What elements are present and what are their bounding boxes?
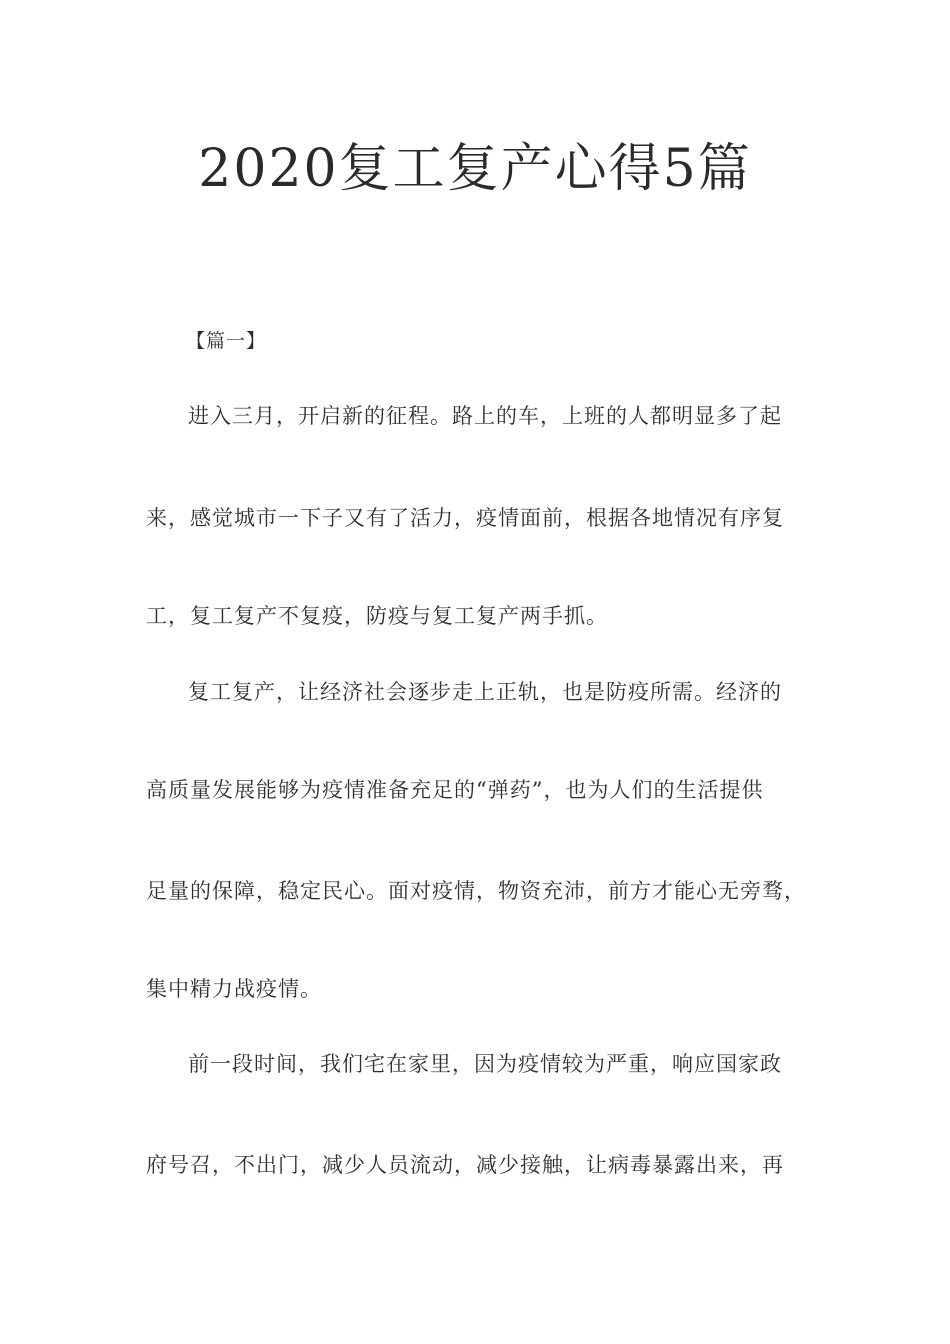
document-title: 2020复工复产心得5篇 (198, 139, 752, 199)
paragraph-line: 足量的保障，稳定民心。面对疫情，物资充沛，前方才能心无旁骛， (146, 879, 806, 903)
paragraph-line: 工，复工复产不复疫，防疫与复工复产两手抓。 (146, 604, 608, 628)
paragraph-line: 前一段时间，我们宅在家里，因为疫情较为严重，响应国家政 (188, 1052, 782, 1076)
paragraph-line: 高质量发展能够为疫情准备充足的“弹药”，也为人们的生活提供 (146, 778, 764, 802)
paragraph-line: 府号召，不出门，减少人员流动，减少接触，让病毒暴露出来，再 (146, 1153, 784, 1177)
section-label: 【篇一】 (186, 330, 267, 352)
paragraph-line: 集中精力战疫情。 (146, 977, 322, 1001)
paragraph-line: 复工复产，让经济社会逐步走上正轨，也是防疫所需。经济的 (188, 680, 782, 704)
paragraph-line: 进入三月，开启新的征程。路上的车，上班的人都明显多了起 (188, 404, 782, 428)
paragraph-line: 来，感觉城市一下子又有了活力，疫情面前，根据各地情况有序复 (146, 506, 784, 530)
